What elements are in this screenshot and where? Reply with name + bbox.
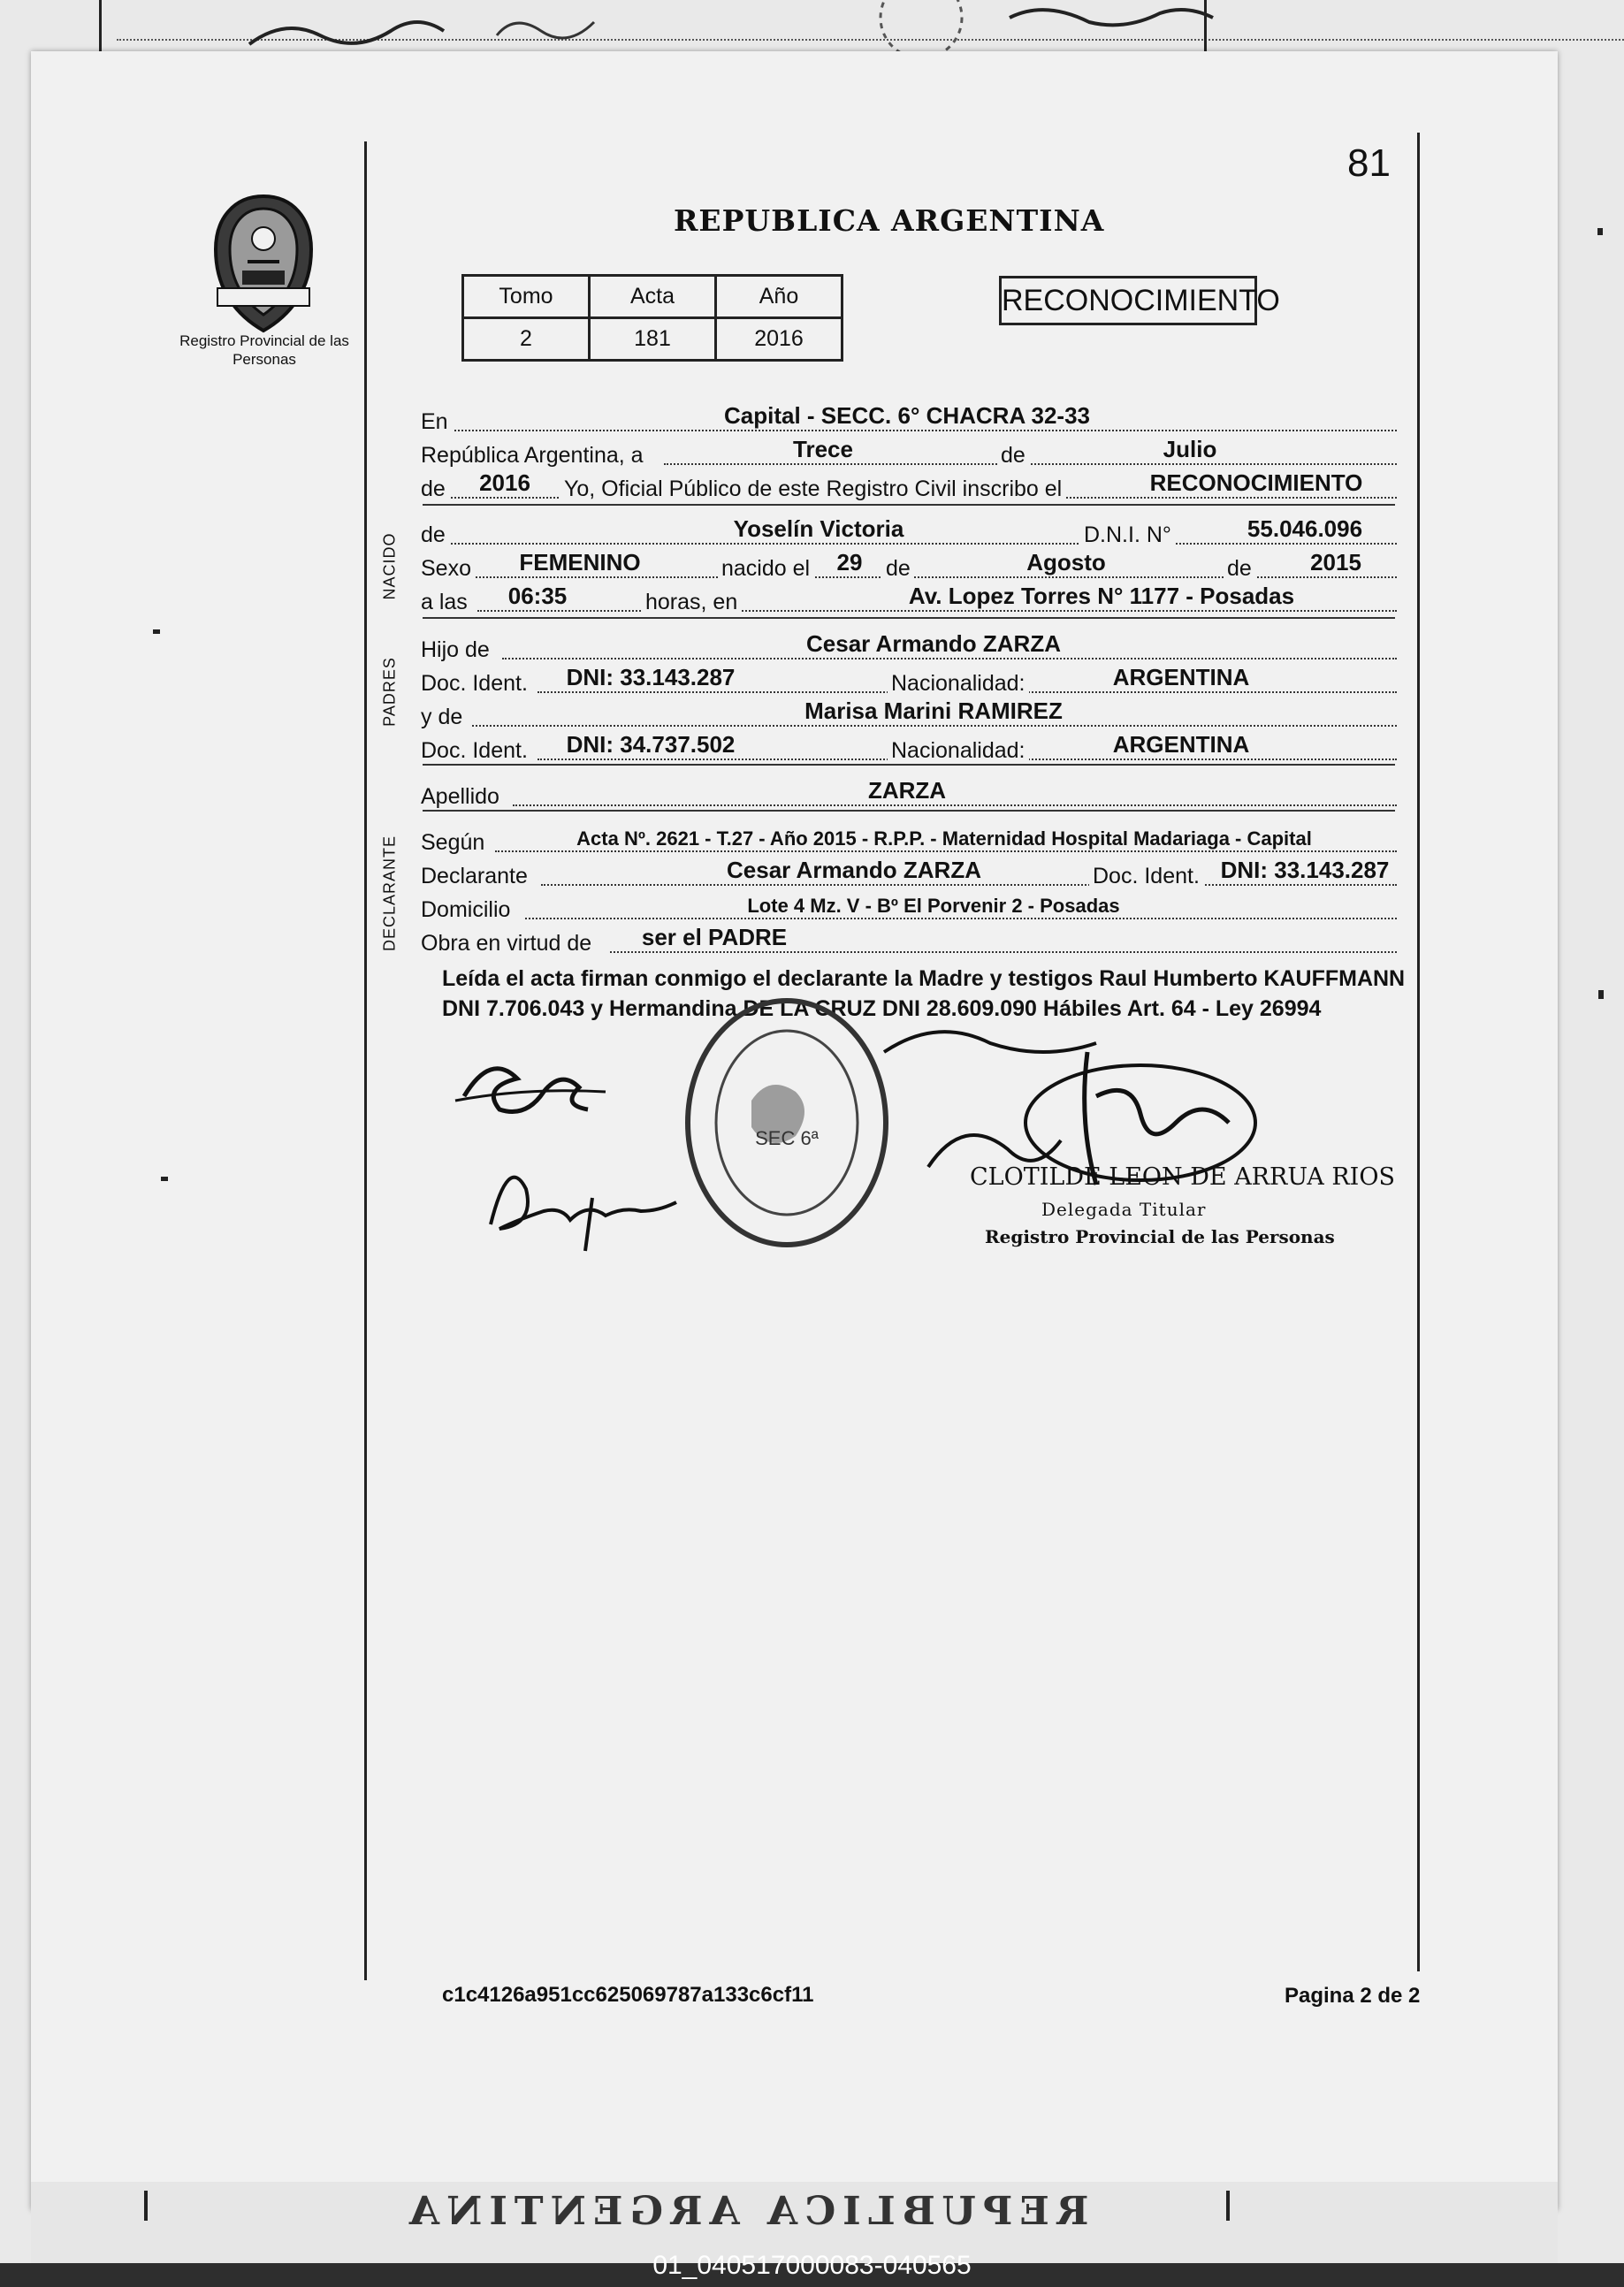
label-de-name: de — [421, 522, 446, 547]
official-org: Registro Provincial de las Personas — [985, 1226, 1335, 1247]
value-mother-nat: ARGENTINA — [1112, 731, 1250, 758]
dotted-line — [495, 850, 1397, 852]
label-de-birth-year: de — [1224, 556, 1255, 582]
label-doc-mother: Doc. Ident. — [421, 738, 528, 763]
section-divider — [423, 617, 1395, 619]
value-day: Trece — [793, 436, 853, 462]
value-month: Julio — [1163, 436, 1217, 462]
left-column-rule — [364, 141, 367, 1980]
label-nacido: nacido el — [718, 556, 813, 582]
dotted-line — [541, 884, 1397, 886]
value-anio: 2016 — [716, 318, 842, 361]
value-year: 2016 — [479, 469, 530, 496]
scan-speck — [1598, 990, 1604, 999]
label-sexo: Sexo — [421, 556, 471, 581]
value-birth-year: 2015 — [1310, 549, 1361, 576]
signature-declarante-graphic — [446, 1048, 623, 1118]
value-inscribo: RECONOCIMIENTO — [1149, 469, 1363, 496]
row-republica — [421, 437, 1397, 472]
margin-bar — [99, 0, 102, 55]
dotted-line — [525, 918, 1397, 919]
scan-footer-code: 01_040517000083-040565 — [652, 2251, 972, 2280]
section-divider — [423, 810, 1395, 812]
dotted-line — [451, 543, 1397, 545]
document-hash: c1c4126a951cc625069787a133c6cf11 — [442, 1983, 814, 2007]
label-alas: a las — [421, 590, 468, 614]
label-de-birth: de — [882, 556, 914, 582]
value-mother-doc: DNI: 34.737.502 — [566, 731, 736, 758]
row-father-doc — [421, 665, 1397, 700]
previous-signatures-graphic — [232, 0, 1381, 55]
page-count: Pagina 2 de 2 — [1285, 1984, 1421, 2008]
side-label-padres: PADRES — [380, 657, 399, 727]
country-title: REPUBLICA ARGENTINA — [674, 203, 1105, 238]
value-tomo: 2 — [463, 318, 590, 361]
dotted-line — [454, 430, 1397, 431]
label-republica: República Argentina, a — [421, 443, 644, 468]
registry-caption: Registro Provincial de las Personas — [179, 332, 349, 368]
side-label-declarante: DECLARANTE — [380, 835, 399, 952]
header-anio: Año — [716, 276, 842, 318]
value-father-name: Cesar Armando ZARZA — [806, 630, 1061, 657]
dotted-line — [664, 463, 1397, 465]
value-name: Yoselín Victoria — [733, 515, 904, 542]
scan-speck — [153, 629, 160, 634]
dotted-line — [610, 951, 1397, 953]
value-birth-month: Agosto — [1026, 549, 1106, 576]
mirrored-header-text: REPUBLICA ARGENTINA — [402, 2189, 1089, 2234]
label-oficial: Yo, Oficial Público de este Registro Civil inscribo el — [560, 476, 1065, 502]
value-domicilio: Lote 4 Mz. V - Bº El Porvenir 2 - Posadas — [747, 895, 1120, 917]
value-declarante-doc: DNI: 33.143.287 — [1220, 857, 1390, 883]
row-obra — [421, 925, 1397, 960]
row-segun — [421, 824, 1397, 859]
scan-speck — [1597, 228, 1603, 235]
label-obra: Obra en virtud de — [421, 931, 592, 956]
label-en: En — [421, 409, 448, 434]
label-declarante: Declarante — [421, 864, 528, 888]
margin-tick — [144, 2191, 148, 2221]
row-hora — [421, 583, 1397, 619]
value-segun: Acta Nº. 2621 - T.27 - Año 2015 - R.P.P. - Maternidad Hospital Madariaga - Capital — [576, 827, 1312, 850]
value-acta: 181 — [590, 318, 716, 361]
value-dni: 55.046.096 — [1247, 515, 1363, 542]
label-de: de — [997, 443, 1029, 469]
dotted-line — [513, 804, 1397, 806]
value-sexo: FEMENINO — [519, 549, 641, 576]
previous-page-strip — [99, 0, 1624, 55]
page-number: 81 — [1347, 141, 1391, 185]
value-mother-name: Marisa Marini RAMIREZ — [804, 698, 1063, 724]
record-table-header-row — [463, 276, 842, 318]
label-horas: horas, en — [642, 590, 741, 615]
dotted-line — [476, 576, 1397, 578]
value-birth-day: 29 — [836, 549, 863, 576]
margin-tick — [1226, 2191, 1230, 2221]
row-domicilio — [421, 891, 1397, 926]
dotted-line — [502, 658, 1397, 659]
value-place: Av. Lopez Torres N° 1177 - Posadas — [908, 583, 1295, 609]
value-declarante: Cesar Armando ZARZA — [727, 857, 981, 883]
value-hour: 06:35 — [507, 583, 568, 609]
row-nombre — [421, 516, 1397, 552]
row-hijo — [421, 631, 1397, 667]
row-mother-doc — [421, 732, 1397, 767]
record-table — [461, 274, 843, 362]
value-en: Capital - SECC. 6° CHACRA 32-33 — [724, 402, 1090, 429]
dotted-line — [472, 725, 1397, 727]
official-role: Delegada Titular — [1041, 1199, 1207, 1220]
label-hijo: Hijo de — [421, 637, 490, 662]
row-yde — [421, 698, 1397, 734]
label-nacionalidad: Nacionalidad: — [888, 671, 1029, 697]
closing-text: Leída el acta firman conmigo el declarante la Madre y testigos Raul Humberto KAUFFMANN DNI 7.706.043 y Hermandina DE LA CRUZ DNI 28.609.090 Hábiles Art. 64 - Ley 26994 — [442, 966, 1406, 1021]
label-apellido: Apellido — [421, 784, 499, 809]
side-label-nacido: NACIDO — [380, 532, 399, 600]
value-obra: ser el PADRE — [641, 924, 788, 950]
section-divider — [423, 504, 1395, 506]
dotted-line — [477, 610, 1397, 612]
signature-madre-graphic — [464, 1149, 712, 1255]
right-column-rule — [1417, 133, 1420, 1971]
record-type-box: RECONOCIMIENTO — [999, 276, 1257, 325]
label-domicilio: Domicilio — [421, 897, 511, 922]
row-declarante — [421, 858, 1397, 893]
value-apellido: ZARZA — [867, 777, 947, 804]
label-yde: y de — [421, 705, 463, 729]
row-sexo — [421, 550, 1397, 585]
label-doc: Doc. Ident. — [421, 671, 528, 696]
province-seal-icon — [203, 193, 324, 334]
value-father-nat: ARGENTINA — [1112, 664, 1250, 690]
label-doc-declarante: Doc. Ident. — [1089, 864, 1203, 889]
scan-speck — [161, 1177, 168, 1181]
header-acta: Acta — [590, 276, 716, 318]
row-year — [421, 470, 1397, 506]
official-stamp-graphic — [682, 995, 891, 1251]
label-dni: D.N.I. N° — [1080, 522, 1175, 548]
value-father-doc: DNI: 33.143.287 — [566, 664, 736, 690]
row-en — [421, 403, 1397, 438]
svg-text:SEC 6ª: SEC 6ª — [755, 1127, 819, 1149]
label-segun: Según — [421, 830, 485, 855]
label-nacionalidad-mother: Nacionalidad: — [888, 738, 1029, 764]
record-table-value-row — [463, 318, 842, 361]
row-apellido — [421, 778, 1397, 813]
official-name: CLOTILDE LEON DE ARRUA RIOS — [970, 1163, 1395, 1191]
header-tomo: Tomo — [463, 276, 590, 318]
label-de-year: de — [421, 476, 446, 501]
section-divider — [423, 764, 1395, 766]
